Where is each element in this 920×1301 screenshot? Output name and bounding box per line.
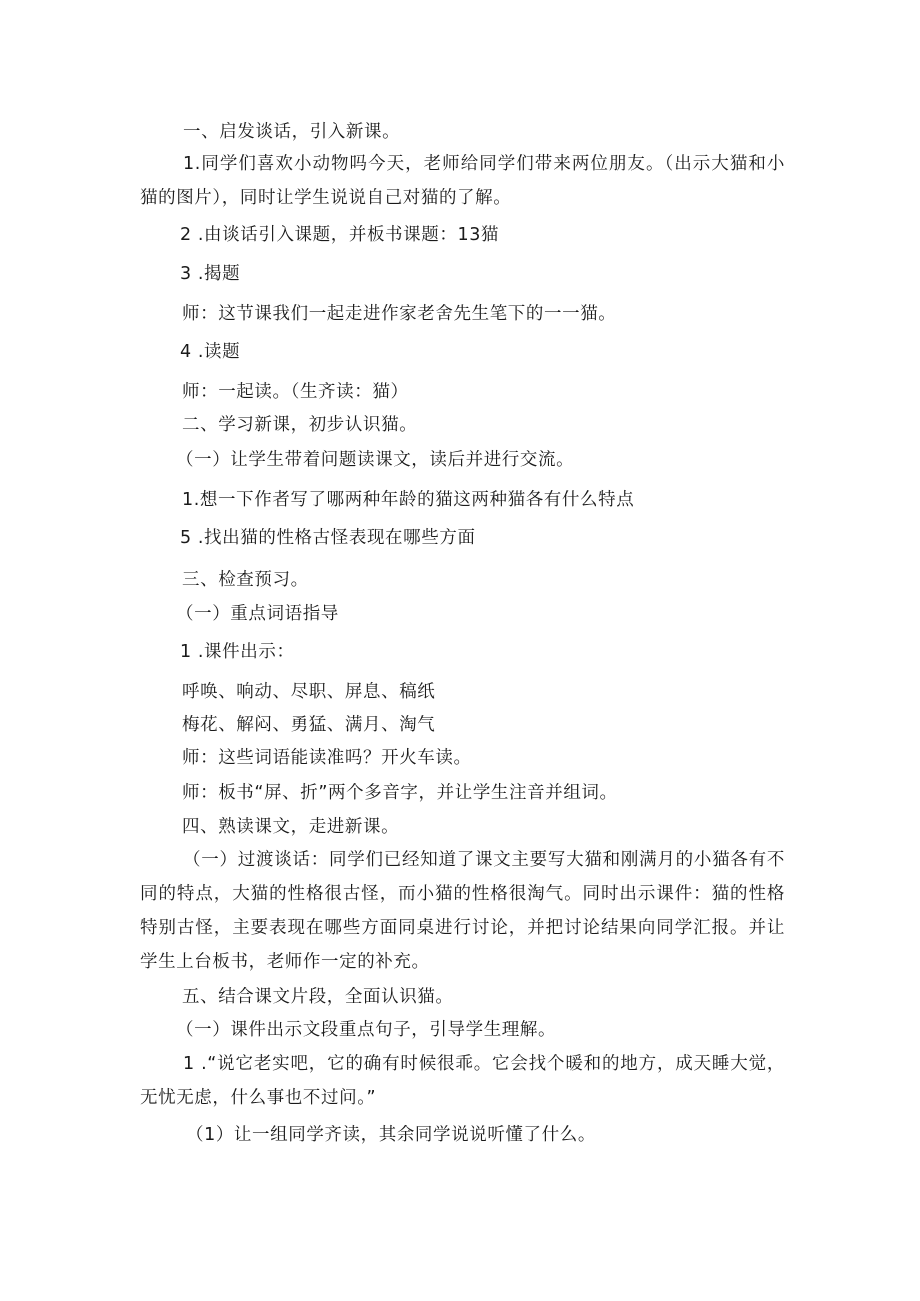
section-heading-2: 二、学习新课，初步认识猫。 — [182, 415, 418, 435]
subsection-2-1: （一）让学生带着问题读课文，读后并进行交流。 — [176, 450, 575, 470]
subsection-3-1: （一）重点词语指导 — [176, 604, 339, 624]
section-heading-1: 一、启发谈话，引入新课。 — [183, 122, 401, 142]
subsection-5-1: （一）课件出示文段重点句子，引导学生理解。 — [176, 1020, 557, 1040]
paragraph-1: 1.同学们喜欢小动物吗今天，老师给同学们带来两位朋友。（出示大猫和小猫的图片），同时让学生说说自己对猫的了解。 — [140, 154, 785, 208]
section-heading-5: 五、结合课文片段，全面认识猫。 — [182, 987, 454, 1007]
section-heading-3: 三、检查预习。 — [182, 570, 309, 590]
teacher-line-1: 师：这节课我们一起走进作家老舍先生笔下的一一猫。 — [182, 304, 617, 324]
paragraph-quote: 1 .“说它老实吧，它的确有时候很乖。它会找个暖和的地方，成天睡大觉，无忧无虑，什么事也不过问。” — [140, 1054, 785, 1108]
step-2: 2 .由谈话引入课题，并板书课题：13猫 — [180, 225, 500, 245]
step-4: 4 .读题 — [180, 342, 241, 362]
teacher-line-4: 师：板书“屏、折”两个多音字，并让学生注音并组词。 — [182, 783, 618, 803]
question-1: 1.想一下作者写了哪两种年龄的猫这两种猫各有什么特点 — [182, 490, 635, 510]
paragraph-transition: （一）过渡谈话：同学们已经知道了课文主要写大猫和刚满月的小猫各有不同的特点，大猫的性格很古怪，而小猫的性格很淘气。同时出示课件：猫的性格特别古怪，主要表现在哪些方面同桌进行讨论，并把讨论结果向同学汇报。并让学生上台板书，老师作一定的补充。 — [140, 850, 785, 972]
courseware-step: 1 .课件出示： — [180, 642, 295, 662]
question-5: 5 .找出猫的性格古怪表现在哪些方面 — [180, 528, 476, 548]
word-list-1: 呼唤、响动、尽职、屏息、稿纸 — [182, 682, 436, 702]
section-heading-4: 四、熟读课文，走进新课。 — [182, 817, 400, 837]
sub-item-1: （1）让一组同学齐读，其余同学说说听懂了什么。 — [186, 1125, 596, 1145]
teacher-line-3: 师：这些词语能读准吗？开火车读。 — [182, 748, 472, 768]
word-list-2: 梅花、解闷、勇猛、满月、淘气 — [182, 715, 436, 735]
teacher-line-2: 师：一起读。（生齐读：猫） — [182, 382, 409, 402]
step-3: 3 .揭题 — [180, 264, 241, 284]
